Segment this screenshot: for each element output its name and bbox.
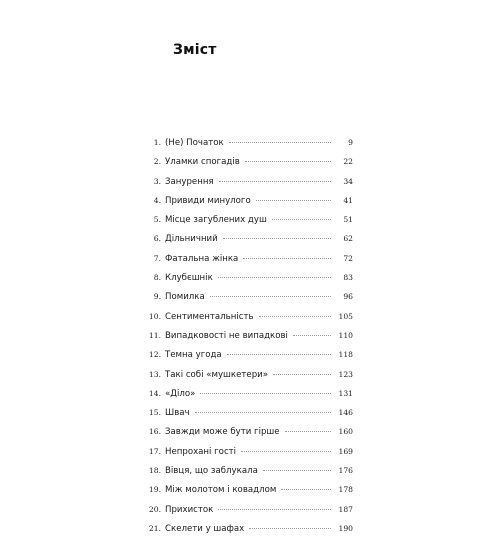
chapter-title: Помилка [165,292,205,303]
chapter-number: 16. [148,427,161,437]
chapter-title: Швач [165,408,190,419]
chapter-number: 9. [153,292,161,302]
dot-leader [249,528,331,529]
chapter-number: 5. [153,215,161,225]
dot-leader [293,335,331,336]
dot-leader [195,412,331,413]
chapter-number: 4. [153,195,161,205]
chapter-title: Прихисток [165,504,214,515]
toc-entry [140,461,353,480]
dot-leader [219,181,331,182]
chapter-title: Скелети у шафах [165,523,245,534]
dot-leader [223,238,331,239]
toc-entry [140,152,353,171]
chapter-title: Фатальна жінка [165,253,239,264]
dot-leader [218,277,331,278]
dot-leader [241,451,331,452]
dot-leader [263,470,331,471]
toc-entry [140,365,353,384]
toc-entry [140,229,353,248]
toc-entry [140,384,353,403]
toc-entry [140,210,353,229]
toc-entry [140,133,353,152]
chapter-title: Завжди може бути гірше [165,427,280,438]
chapter-number: 20. [148,504,161,514]
chapter-number: 14. [148,388,161,398]
chapter-title: Занурення [165,176,214,187]
page-number: 34 [343,176,353,186]
page-number: 178 [338,485,353,495]
toc-entry [140,403,353,422]
toc-entry [140,172,353,191]
chapter-number: 15. [148,408,161,418]
chapter-number: 11. [148,330,161,340]
page-title: Зміст [173,42,217,58]
chapter-title: Сентиментальність [165,311,254,322]
page-number: 169 [338,446,353,456]
chapter-number: 19. [148,485,161,495]
page-number: 146 [338,408,353,418]
dot-leader [272,219,331,220]
chapter-number: 2. [153,157,161,167]
page-number: 176 [338,466,353,476]
dot-leader [273,374,331,375]
toc-entry [140,345,353,364]
page-number: 9 [348,138,353,147]
page-number: 123 [338,369,353,379]
chapter-title: Дільничний [165,234,218,245]
chapter-title: Вівця, що заблукала [165,466,258,477]
page-number: 96 [343,292,353,302]
chapter-number: 13. [148,369,161,379]
dot-leader [200,393,331,394]
toc-entry [140,307,353,326]
chapter-number: 1. [153,138,161,147]
chapter-title: Такі собі «мушкетери» [165,369,268,380]
dot-leader [210,296,331,297]
page-number: 131 [338,388,353,398]
dot-leader [256,200,331,201]
page-number: 118 [338,350,353,360]
toc-entry [140,287,353,306]
chapter-title: Темна угода [165,350,222,361]
chapter-number: 21. [148,523,161,533]
dot-leader [243,258,331,259]
chapter-number: 17. [148,446,161,456]
page-number: 105 [338,311,353,321]
chapter-title: Привиди минулого [165,195,251,206]
toc-entry [140,326,353,345]
chapter-title: «Діло» [165,388,196,399]
chapter-title: (Не) Початок [165,138,224,148]
page-number: 51 [343,215,353,225]
dot-leader [285,431,331,432]
dot-leader [245,161,331,162]
dot-leader [227,354,331,355]
chapter-number: 10. [148,311,161,321]
toc-entry [140,519,353,538]
table-of-contents [140,133,353,538]
chapter-title: Між молотом і ковадлом [165,485,277,496]
page-number: 83 [343,273,353,283]
page-number: 187 [338,504,353,514]
chapter-number: 6. [153,234,161,244]
toc-entry [140,422,353,441]
page-number: 72 [343,253,353,263]
page-number: 110 [338,330,353,340]
dot-leader [259,316,331,317]
chapter-number: 12. [148,350,161,360]
dot-leader [281,489,331,490]
toc-entry [140,442,353,461]
chapter-number: 3. [153,176,161,186]
page-number: 190 [338,523,353,533]
chapter-title: Випадковості не випадкові [165,330,288,341]
toc-entry [140,500,353,519]
chapter-number: 18. [148,466,161,476]
page-number: 22 [343,157,353,167]
toc-entry [140,480,353,499]
chapter-title: Уламки спогадів [165,157,240,168]
chapter-number: 8. [153,273,161,283]
chapter-number: 7. [153,253,161,263]
chapter-title: Клубєшнік [165,273,213,284]
page-number: 160 [338,427,353,437]
toc-entry [140,268,353,287]
dot-leader [218,509,331,510]
chapter-title: Місце загублених душ [165,215,267,226]
dot-leader [229,142,331,143]
chapter-title: Непрохані гості [165,446,237,457]
toc-entry [140,191,353,210]
page-number: 62 [343,234,353,244]
toc-entry [140,249,353,268]
page-number: 41 [343,195,353,205]
